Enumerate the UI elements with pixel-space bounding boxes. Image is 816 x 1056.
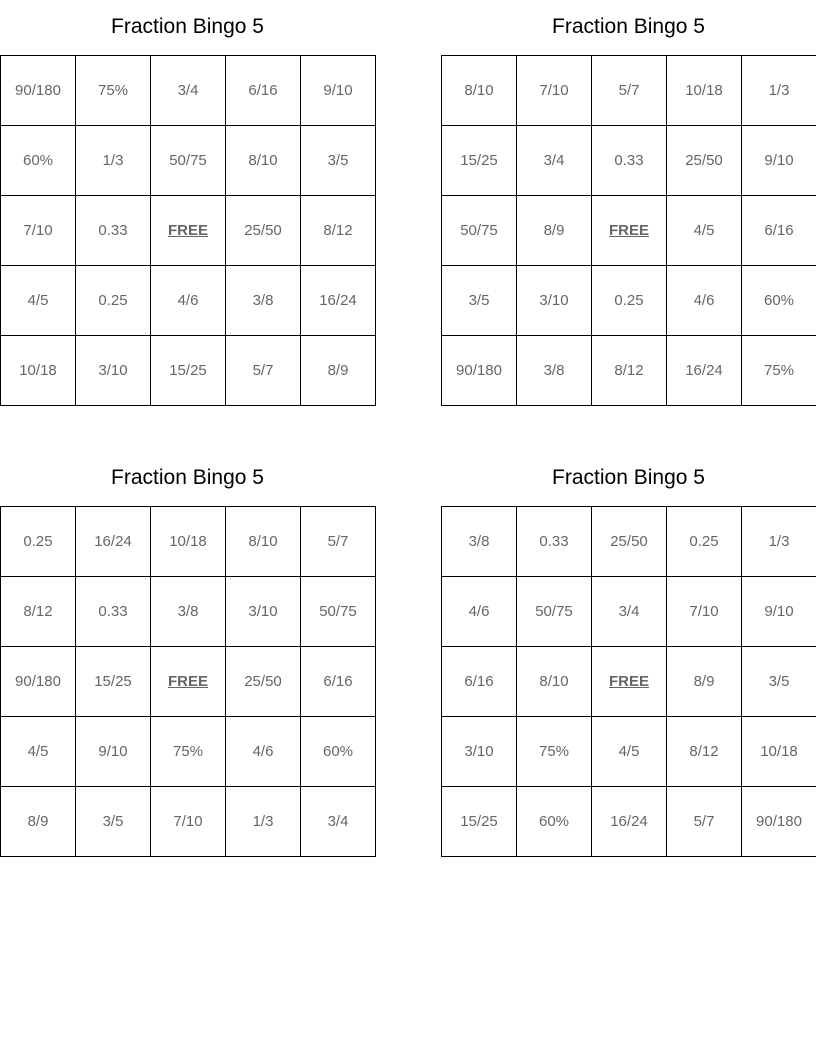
grid-row [1,717,376,787]
grid-row [1,126,376,196]
grid-cell: 75% [151,717,226,787]
grid-row [1,647,376,717]
grid-cell: 1/3 [742,56,816,126]
grid-row [1,266,376,336]
grid-cell: 25/50 [592,507,667,577]
grid-cell: 10/18 [742,717,816,787]
grid-cell: 7/10 [151,787,226,857]
grid-cell: 16/24 [301,266,376,336]
grid-cell: 4/6 [226,717,301,787]
free-space-cell: FREE [151,196,226,266]
grid-cell: 7/10 [1,196,76,266]
grid-cell: 0.25 [1,507,76,577]
grid-cell: 3/5 [742,647,816,717]
grid-cell: 0.33 [592,126,667,196]
card-title: Fraction Bingo 5 [111,466,264,489]
grid-cell: 75% [742,336,816,406]
grid-cell: 3/4 [592,577,667,647]
grid-row [1,577,376,647]
grid-cell: 4/6 [151,266,226,336]
grid-cell: 15/25 [442,126,517,196]
bingo-grid [0,506,376,857]
grid-cell: 7/10 [517,56,592,126]
grid-cell: 60% [517,787,592,857]
grid-row [442,56,816,126]
grid-row [1,336,376,406]
grid-cell: 50/75 [151,126,226,196]
grid-row [442,126,816,196]
free-space-cell: FREE [592,196,667,266]
grid-cell: 8/12 [667,717,742,787]
grid-cell: 8/10 [226,126,301,196]
grid-cell: 8/12 [592,336,667,406]
grid-cell: 3/5 [442,266,517,336]
grid-cell: 3/4 [517,126,592,196]
grid-cell: 4/6 [667,266,742,336]
grid-cell: 3/10 [517,266,592,336]
grid-cell: 90/180 [1,647,76,717]
card-title: Fraction Bingo 5 [552,466,705,489]
grid-cell: 4/6 [442,577,517,647]
grid-cell: 8/9 [301,336,376,406]
grid-cell: 50/75 [301,577,376,647]
grid-cell: 9/10 [76,717,151,787]
grid-cell: 0.25 [667,507,742,577]
grid-cell: 8/10 [517,647,592,717]
grid-cell: 25/50 [226,647,301,717]
grid-row [442,647,816,717]
grid-row [442,507,816,577]
grid-row [1,787,376,857]
grid-row [442,266,816,336]
grid-cell: 8/12 [301,196,376,266]
grid-cell: 90/180 [1,56,76,126]
grid-cell: 8/9 [1,787,76,857]
grid-cell: 0.25 [76,266,151,336]
grid-cell: 3/8 [151,577,226,647]
grid-cell: 90/180 [442,336,517,406]
card-title: Fraction Bingo 5 [111,15,264,38]
grid-cell: 4/5 [592,717,667,787]
grid-cell: 60% [301,717,376,787]
grid-row [442,787,816,857]
grid-cell: 4/5 [1,266,76,336]
grid-cell: 8/10 [442,56,517,126]
grid-cell: 50/75 [517,577,592,647]
grid-cell: 15/25 [76,647,151,717]
grid-cell: 9/10 [301,56,376,126]
grid-cell: 8/9 [667,647,742,717]
grid-cell: 75% [517,717,592,787]
grid-cell: 25/50 [667,126,742,196]
grid-cell: 10/18 [667,56,742,126]
grid-cell: 0.25 [592,266,667,336]
grid-cell: 3/10 [76,336,151,406]
grid-cell: 0.33 [517,507,592,577]
grid-cell: 5/7 [226,336,301,406]
bingo-grid [441,506,816,857]
grid-row [1,56,376,126]
grid-cell: 10/18 [1,336,76,406]
grid-cell: 16/24 [592,787,667,857]
grid-cell: 6/16 [226,56,301,126]
free-space-cell: FREE [151,647,226,717]
grid-cell: 0.33 [76,196,151,266]
grid-cell: 16/24 [76,507,151,577]
grid-cell: 60% [1,126,76,196]
grid-cell: 16/24 [667,336,742,406]
grid-cell: 3/8 [517,336,592,406]
grid-cell: 75% [76,56,151,126]
grid-cell: 3/8 [226,266,301,336]
grid-row [442,717,816,787]
free-space-cell: FREE [592,647,667,717]
bingo-grid [441,55,816,406]
grid-cell: 50/75 [442,196,517,266]
grid-cell: 0.33 [76,577,151,647]
grid-cell: 8/9 [517,196,592,266]
grid-cell: 1/3 [76,126,151,196]
grid-cell: 1/3 [226,787,301,857]
grid-row [1,196,376,266]
grid-cell: 25/50 [226,196,301,266]
grid-cell: 7/10 [667,577,742,647]
grid-cell: 3/10 [226,577,301,647]
grid-cell: 8/10 [226,507,301,577]
grid-cell: 9/10 [742,577,816,647]
grid-cell: 1/3 [742,507,816,577]
grid-cell: 90/180 [742,787,816,857]
card-title: Fraction Bingo 5 [552,15,705,38]
grid-cell: 6/16 [742,196,816,266]
grid-cell: 5/7 [301,507,376,577]
grid-cell: 3/5 [301,126,376,196]
grid-cell: 15/25 [151,336,226,406]
grid-cell: 5/7 [592,56,667,126]
grid-cell: 3/8 [442,507,517,577]
grid-cell: 3/4 [151,56,226,126]
grid-cell: 6/16 [442,647,517,717]
grid-cell: 60% [742,266,816,336]
grid-row [1,507,376,577]
grid-cell: 3/10 [442,717,517,787]
grid-cell: 3/4 [301,787,376,857]
grid-cell: 6/16 [301,647,376,717]
grid-row [442,336,816,406]
grid-cell: 10/18 [151,507,226,577]
grid-cell: 4/5 [1,717,76,787]
grid-cell: 15/25 [442,787,517,857]
bingo-grid [0,55,376,406]
grid-row [442,196,816,266]
grid-cell: 5/7 [667,787,742,857]
grid-cell: 4/5 [667,196,742,266]
grid-cell: 9/10 [742,126,816,196]
grid-row [442,577,816,647]
grid-cell: 8/12 [1,577,76,647]
grid-cell: 3/5 [76,787,151,857]
